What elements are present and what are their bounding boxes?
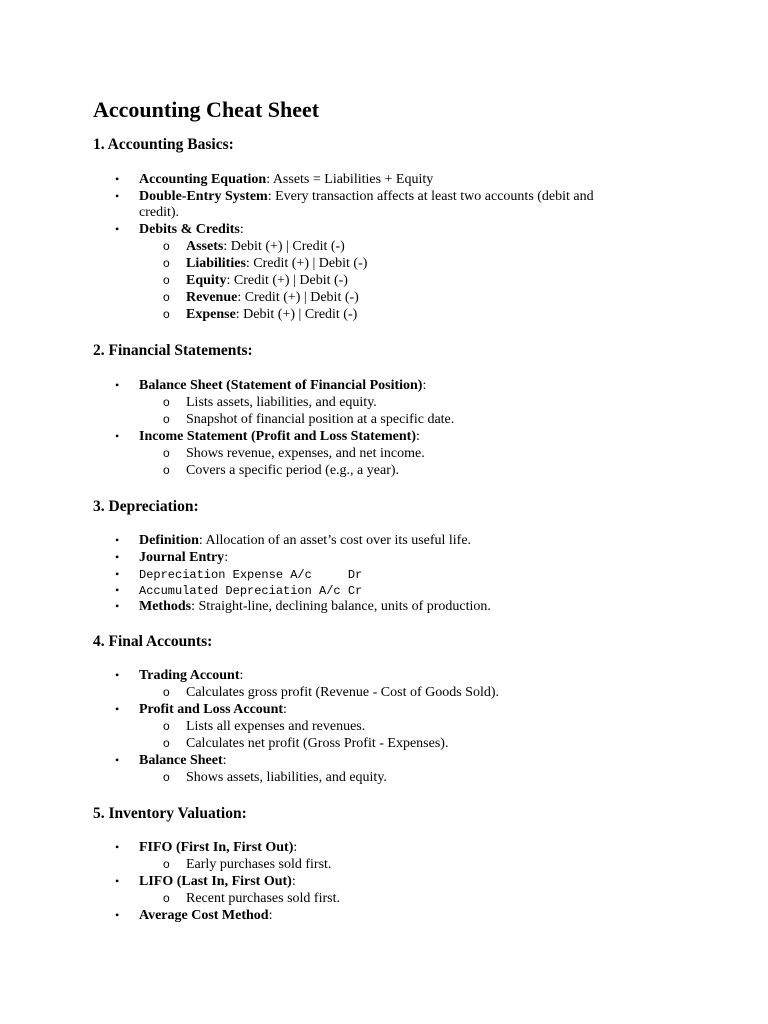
item-text: : (422, 378, 427, 393)
item-text: : Debit (+) | Credit (-) (235, 307, 358, 322)
list-item (115, 907, 273, 924)
list-item (115, 667, 244, 684)
list-item (115, 752, 227, 769)
item-text: : (224, 550, 229, 565)
sub-list-item (163, 735, 449, 752)
sub-list-item (163, 856, 332, 873)
item-term: LIFO (Last In, First Out) (139, 874, 292, 889)
sub-bullet-icon: o (163, 719, 170, 733)
item-term: Definition (139, 533, 199, 548)
item-text: Covers a specific period (e.g., a year). (186, 463, 400, 478)
sub-bullet-icon: o (163, 290, 170, 304)
sub-list-item (163, 445, 425, 462)
item-text: : (222, 753, 227, 768)
sub-list-item (163, 462, 400, 479)
bullet-icon: • (115, 702, 120, 716)
item-text: : Assets = Liabilities + Equity (266, 172, 434, 187)
bullet-icon: • (115, 908, 120, 922)
bullet-icon: • (115, 550, 120, 564)
bullet-icon: • (115, 172, 120, 186)
bullet-icon: • (115, 668, 120, 682)
sub-bullet-icon: o (163, 770, 170, 784)
list-item (115, 532, 472, 549)
code-line: Depreciation Expense A/c Dr (139, 568, 363, 582)
sub-bullet-icon: o (163, 446, 170, 460)
sub-bullet-icon: o (163, 307, 170, 321)
list-item (115, 701, 287, 718)
item-term: Income Statement (Profit and Loss Statement) (139, 429, 416, 444)
bullet-icon: • (115, 599, 120, 613)
item-text: Recent purchases sold first. (186, 891, 340, 906)
sub-bullet-icon: o (163, 463, 170, 477)
sub-list-item (163, 684, 500, 701)
list-item (115, 188, 594, 205)
sub-bullet-icon: o (163, 239, 170, 253)
item-text: : Allocation of an asset’s cost over its useful life. (198, 533, 472, 548)
item-term: Assets (186, 239, 224, 254)
sub-list-item (163, 272, 348, 289)
item-text: : (268, 908, 273, 923)
bullet-icon: • (115, 753, 120, 767)
page-title: Accounting Cheat Sheet (93, 97, 320, 122)
sub-list-item (163, 718, 366, 735)
sub-list-item (163, 769, 387, 786)
item-term: Accounting Equation (139, 172, 267, 187)
list-item (115, 839, 298, 856)
item-term: Revenue (186, 290, 238, 305)
item-term: Profit and Loss Account (139, 702, 284, 717)
sub-bullet-icon: o (163, 412, 170, 426)
item-term: Double-Entry System (139, 189, 268, 204)
list-item (115, 428, 420, 445)
bullet-icon: • (115, 583, 120, 597)
sub-list-item (163, 238, 345, 255)
item-term: Balance Sheet (Statement of Financial Position) (139, 378, 423, 393)
section-heading: 1. Accounting Basics: (93, 136, 234, 153)
section-heading: 2. Financial Statements: (93, 342, 253, 359)
bullet-icon: • (115, 533, 120, 547)
bullet-icon: • (115, 429, 120, 443)
item-term: Liabilities (186, 256, 246, 271)
item-term: Methods (139, 599, 192, 614)
bullet-icon: • (115, 874, 120, 888)
section-heading: 4. Final Accounts: (93, 633, 213, 650)
sub-list-item (163, 289, 359, 306)
sub-bullet-icon: o (163, 685, 170, 699)
sub-bullet-icon: o (163, 256, 170, 270)
item-term: Balance Sheet (139, 753, 223, 768)
item-text: : (283, 702, 287, 717)
item-text: : (415, 429, 420, 444)
sub-list-item (163, 306, 358, 323)
item-term: Journal Entry (139, 550, 225, 565)
bullet-icon: • (115, 840, 120, 854)
sub-list-item (163, 890, 340, 907)
item-text: Calculates net profit (Gross Profit - Expenses). (186, 736, 449, 751)
bullet-icon: • (115, 378, 120, 392)
item-term: FIFO (First In, First Out) (139, 840, 294, 855)
item-text: : Debit (+) | Credit (-) (223, 239, 345, 254)
item-text: Calculates gross profit (Revenue - Cost of Goods Sold). (186, 685, 500, 700)
item-text: Shows assets, liabilities, and equity. (186, 770, 387, 785)
item-text: Lists assets, liabilities, and equity. (186, 395, 377, 410)
section-heading: 5. Inventory Valuation: (93, 805, 247, 822)
code-line: Accumulated Depreciation A/c Cr (139, 584, 363, 598)
sub-bullet-icon: o (163, 395, 170, 409)
list-item-continuation: credit). (139, 205, 180, 220)
item-term: Debits & Credits (139, 222, 240, 237)
list-item (115, 377, 427, 394)
item-text: : Credit (+) | Debit (-) (245, 256, 368, 271)
list-item (115, 549, 229, 566)
sub-bullet-icon: o (163, 857, 170, 871)
sub-list-item (163, 255, 368, 272)
list-item (115, 171, 434, 188)
list-item (115, 598, 491, 615)
item-text: : (239, 668, 244, 683)
bullet-icon: • (115, 222, 120, 236)
bullet-icon: • (115, 189, 120, 203)
item-text: : Straight-line, declining balance, units of production. (191, 599, 491, 614)
item-term: Average Cost Method (139, 908, 269, 923)
sub-bullet-icon: o (163, 736, 170, 750)
item-text: : (239, 222, 244, 237)
bullet-icon: • (115, 567, 120, 581)
sub-bullet-icon: o (163, 891, 170, 905)
item-text: Early purchases sold first. (186, 857, 332, 872)
item-text: Snapshot of financial position at a specific date. (186, 412, 455, 427)
item-text: : (291, 874, 296, 889)
sub-list-item (163, 394, 377, 411)
item-text: Shows revenue, expenses, and net income. (186, 446, 425, 461)
item-term: Expense (186, 307, 236, 322)
item-text: Lists all expenses and revenues. (186, 719, 366, 734)
item-text: : Credit (+) | Debit (-) (226, 273, 348, 288)
item-text: : Every transaction affects at least two accounts (debit and (267, 189, 594, 204)
item-term: Equity (186, 273, 227, 288)
section-heading: 3. Depreciation: (93, 498, 199, 515)
sub-bullet-icon: o (163, 273, 170, 287)
list-item (115, 221, 244, 238)
list-item (115, 873, 296, 890)
item-term: Trading Account (139, 668, 240, 683)
sub-list-item (163, 411, 455, 428)
item-text: : (293, 840, 298, 855)
item-text: : Credit (+) | Debit (-) (237, 290, 359, 305)
